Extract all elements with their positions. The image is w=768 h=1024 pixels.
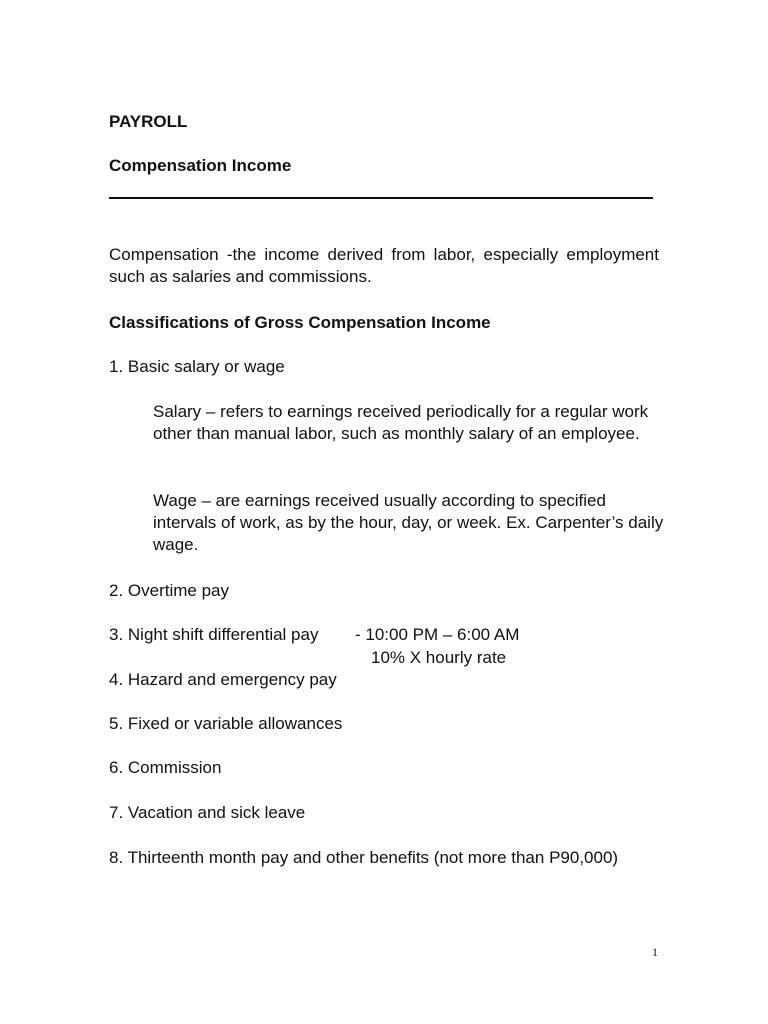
list-item-vacation-sick-leave: 7. Vacation and sick leave	[109, 803, 306, 822]
section-heading-compensation-income: Compensation Income	[109, 156, 292, 175]
horizontal-rule	[109, 197, 653, 199]
classifications-heading: Classifications of Gross Compensation Income	[109, 313, 491, 332]
list-item-basic-salary: 1. Basic salary or wage	[109, 357, 285, 376]
night-shift-rate: 10% X hourly rate	[371, 648, 507, 667]
compensation-definition: Compensation -the income derived from labor, especially employment such as salaries and commissions.	[109, 245, 659, 286]
wage-definition: Wage – are earnings received usually according to specified intervals of work, as by the hour, day, or week. Ex. Carpenter’s daily wage.	[153, 491, 664, 554]
list-item-allowances: 5. Fixed or variable allowances	[109, 714, 343, 733]
list-item-commission: 6. Commission	[109, 758, 222, 777]
document-title: PAYROLL	[109, 112, 188, 131]
night-shift-hours: - 10:00 PM – 6:00 AM	[355, 625, 520, 644]
salary-definition: Salary – refers to earnings received periodically for a regular work other than manual labor, such as monthly salary of an employee.	[153, 402, 649, 443]
list-item-hazard-pay: 4. Hazard and emergency pay	[109, 670, 337, 689]
page-number: 1	[652, 945, 658, 959]
list-item-overtime-pay: 2. Overtime pay	[109, 581, 229, 600]
list-item-night-shift: 3. Night shift differential pay	[109, 625, 319, 644]
list-item-thirteenth-month: 8. Thirteenth month pay and other benefits (not more than P90,000)	[109, 848, 619, 867]
